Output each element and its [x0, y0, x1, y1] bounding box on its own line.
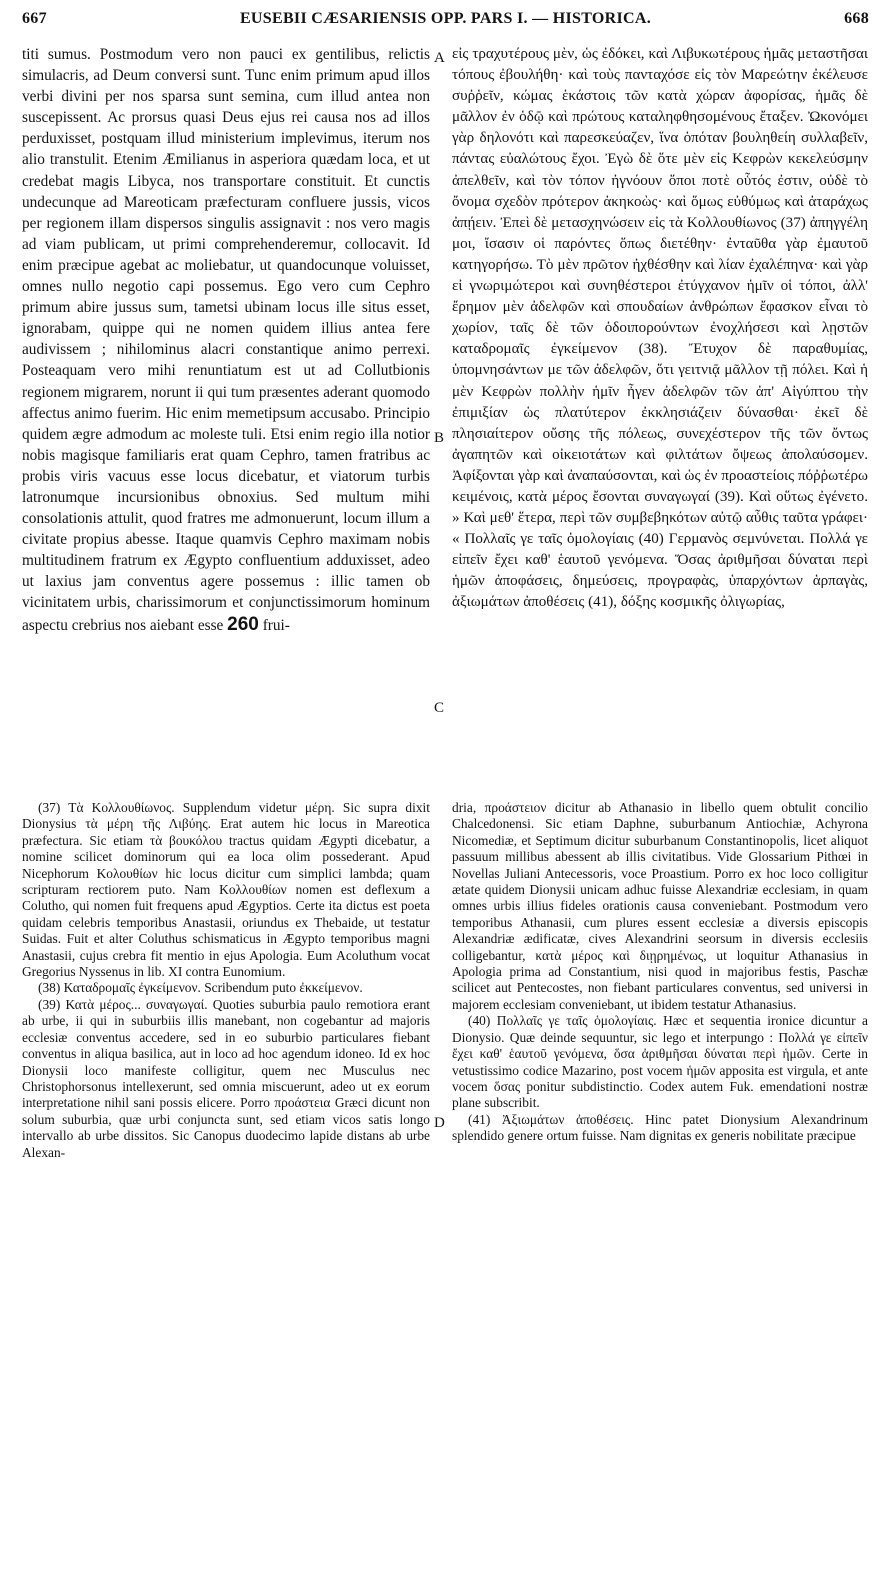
- footnotes-right-column: [452, 800, 868, 1145]
- footnotes-left-column: [22, 800, 430, 1161]
- page-number-left: 667: [22, 10, 47, 27]
- margin-letter-c: C: [434, 700, 445, 716]
- page-number-right: 668: [844, 10, 869, 27]
- page-header: [22, 10, 869, 36]
- greek-text-column: [452, 44, 868, 614]
- latin-text-before: titi sumus. Postmodum vero non pauci ex gentilibus, relictis simulacris, ad Deum conversi sunt. Tunc enim primum apud illos verbi divini per nos sparsa sunt semina, cum illud antea non suscepissent. Ac prorsus quasi Deus ejus rei causa nos ad illos perduxisset, postquam illud ministerium implevimus, iterum nos alio transtulit. Etenim Æmilianus in asperiora quædam loca, et ut credebat magis Libyca, nos transportare constituit. Et cunctis undecunque ad Mareoticam præfecturam confluere jussis, vicos per regionem illam dispersos singulis assignavit : nos vero magis ad viam publicam, ut primi comprehenderemur, collocavit. Id enim præcipue agebat ac moliebatur, ut quandocunque voluisset, omnes nullo negotio capi possemus. Ego vero cum Cephro primum abire jussus sum, tametsi ubinam locus ille situs esset, ignorabam, quippe qui ne nomen quidem illius antea fere audivissem ; nihilominus alacri constantique animo perrexi. Posteaquam vero mihi renuntiatum est ut ad Collutbionis regionem migrarem, norunt ii qui tum præsentes aderant quomodo affectus animo fuerim. Hic enim memetipsum accusabo. Principio quidem ægre admodum ac moleste tuli. Etsi enim regio illa notior nobis magisque familiaris erat quam Cephro, tamen fratribus ac probis viris vacuus esse locus dicebatur, et viatorum turbis latronumque incursionibus obnoxius. Sed multum mihi consolationis attulit, quod fratres me admonuerunt, locum illum a civitate propius abesse. Itaque quamvis Cephro maximam nobis multitudinem fratrum ex Ægypto confluentium adduxisset, adeo ut laxius jam conventus agere possemus : illic tamen ob vicinitatem urbis, charissimorum et conjunctissimorum hominum aspectu crebrius nos aiebant esse: [22, 46, 430, 634]
- page-marker: 260: [227, 613, 259, 635]
- footnote-41: (41) Ἀξιωμάτων ἀποθέσεις. Hinc patet Dionysium Alexandrinum splendido genere ortum fuisse. Nam dignitas ex generis nobilitate præcipue: [452, 1111, 868, 1144]
- latin-paragraph: [22, 44, 430, 636]
- footnote-40: (40) Πολλαῖς γε ταῖς ὁμολογίαις. Hæc et sequentia ironice dicuntur a Dionysio. Quæ deinde sequuntur, sic lego et interpungo : Πολλά γε εἰπεῖν ἔχει καθ' ἑαυτοῦ γενόμενα, ὅσα ἀριθμῆσαι δύναται περὶ ἡμῶν. Certe in vetustissimo codice Mazarino, post vocem ἡμῶν apposita est virgula, et ante vocem ὅσας ponitur subdistinctio. Codex autem Fuk. emendationi nostræ plane subscribit.: [452, 1013, 868, 1111]
- footnote-37: (37) Τὰ Κολλουθίωνος. Supplendum videtur μέρη. Sic supra dixit Dionysius τὰ μέρη τῆς Λιβύης. Erat autem hic locus in Mareotica præfectura. Sic etiam τὰ βουκόλου tractus quidam Ægypti dicebatur, a nomine scilicet dominorum qui ea loca olim possederant. Apud Nicephorum Κολουθίων hic locus dicitur cum simplici lambda; quam scripturam rectiorem puto. Nam Κολλουθίων nomen est deflexum a Coluthо, qui nomen fuit frequens apud Ægyptios. Certe ita dictus est poeta quidam celebris temporibus Anastasii, oriundus ex Thebaide, ut testatur Suidas. Fuit et alter Coluthus schismaticus in Ægypto temporibus magni Anastasii, cujus crebra fit mentio in ejus Apologia. Eum Acoluthum vocat Gregorius Nyssenus in lib. XI contra Eunomium.: [22, 800, 430, 980]
- footnote-38: (38) Καταδρομαῖς ἐγκείμενον. Scribendum puto ἐκκείμενον.: [38, 980, 363, 996]
- running-title: EUSEBII CÆSARIENSIS OPP. PARS I. — HISTORICA.: [239, 10, 652, 27]
- margin-letter-d: D: [434, 1115, 445, 1131]
- margin-letter-b: B: [434, 430, 445, 446]
- latin-text-after: frui-: [262, 616, 290, 634]
- footnote-39: (39) Κατὰ μέρος... συναγωγαί. Quoties suburbia paulo remotiora erant ab urbe, ii qui in suburbiis illis manebant, non cogebantur ad majoris ecclesiæ conventus accedere, sed in eo suburbio particulares fiebant conventus in aliqua basilica, aut in loco ad hoc agendum idoneo. Id ex hoc Dionysii loco manifeste colligitur, quem nec Musculus nec Christophorsonus intellexerunt, sed omnia miscuerunt, adeo ut ex eorum interpretatione nihil sani possis elicere. Porro προάστεια Græci dicunt non solum suburbia, quæ urbi conjuncta sunt, sed etiam vicos satis longo intervallo ab urbe dissitos. Sic Canopus duodecimo lapide distans ab urbe Alexan-: [22, 996, 430, 1160]
- margin-letter-a: A: [434, 50, 445, 66]
- footnote-39-continued: dria, προάστειον dicitur ab Athanasio in libello quem obtulit concilio Chalcedonensi. Sic etiam Daphne, suburbanum Antiochiæ, Achyrona Nicomediæ, et Septimum dicitur suburbanum Constantinopolis, licet aliquot passuum millibus abessent ab illis civitatibus. Vide Glossarium Pithœi in Novellas Juliani Antecessoris, voce Proastium. Porro ex hoc loco colligitur ætate quidem Dionysii unicam adhuc fuisse Alexandriæ ecclesiam, in quam omnes urbis illius fideles orationis causa conveniebant. Postmodum vero temporibus Athanasii, cum plures essent ecclesiæ a diversis episcopis Alexandriæ ædificatæ, cives Alexandrini seorsum in diversis ecclesiis colligebantur, κατὰ μέρος καὶ διῃρημένως, ut loquitur Athanasius in Apologia prima ad Constantium, nisi quod in majoribus festis, Paschæ scilicet aut Pentecostes, non fiebant particulares conventus, sed universi in majorem ecclesiam conveniebant, ut ibidem testatur Athanasius.: [452, 800, 868, 1012]
- latin-translation-column: [22, 44, 430, 636]
- greek-paragraph: εἰς τραχυτέρους μὲν, ὡς ἐδόκει, καὶ Λιβυκωτέρους ἡμᾶς μεταστῆσαι τόπους ἐβουλήθη· καὶ τοὺς πανταχόσε εἰς τὸν Μαρεώτην ἐκέλευσε συῤῥεῖν, κώμας ἑκάστοις τῶν κατὰ χώραν ἀφορίσας, ἡμᾶς δὲ μᾶλλον ἐν ὁδῷ καὶ πρώτους καταληφθησομένους ἔταξεν. Ὠκονόμει γὰρ δηλονότι καὶ παρεσκεύαζεν, ἵνα ὁπόταν βουληθείη συλλαβεῖν, πάντας εὐαλώτους ἔχοι. Ἐγὼ δὲ ὅτε μὲν εἰς Κεφρὼν κεκελεύσμην ἀπελθεῖν, καὶ τὸν τόπον ἠγνόουν ὅποι ποτὲ οὗτός ἐστιν, οὐδὲ τὸ ὄνομα σχεδὸν πρότερον ἀκηκοὼς· καὶ ὅμως εὐθύμως καὶ ἀταράχως ἀπῄειν. Ἐπεὶ δὲ μετασχηνώσειν εἰς τὰ Κολλουθίωνος (37) ἀπηγγέλη μοι, ἴσασιν οἱ παρόντες ὅπως διετέθην· ἐνταῦθα γὰρ ἐμαυτοῦ κατηγορήσω. Τὸ μὲν πρῶτον ἠχθέσθην καὶ λίαν ἐχαλέπηνα· καὶ γὰρ εἰ γνωριμώτεροι καὶ συνηθέστεροι ἐτύγχανον ἡμῖν οἱ τόποι, ἀλλ' ἔρημον μὲν ἀδελφῶν καὶ σπουδαίων ἀνθρώπων ἔφασκον εἶναι τὸ χωρίον, ταῖς δὲ τῶν ὁδοιπορούντων ἐνοχλήσεσι καὶ λῃστῶν καταδρομαῖς ἐγκείμενον (38). Ἔτυχον δὲ παραθυμίας, ὑπομνησάντων με τῶν ἀδελφῶν, ὅτι γειτνιᾷ μᾶλλον τῇ πόλει. Καὶ ἡ μὲν Κεφρὼν πολλὴν ἡμῖν ἦγεν ἀδελφῶν τῶν ἀπ' Αἰγύπτου τὴν ἐπιμιξίαν ὡς πλατύτερον ἐκκλησιάζειν δύνασθαι· ἐκεῖ δὲ πλησιαίτερον οὔσης τῆς πόλεως, συνεχέστερον τῆς τῶν ὄντως ἀγαπητῶν καὶ οἰκειοτάτων καὶ φιλτάτων ὄψεως ἀπολαύσομεν. Ἀφίξονται γὰρ καὶ ἀναπαύσονται, καὶ ὡς ἐν προαστείοις πόῤῥωτέρω κειμένοις, κατὰ μέρος ἔσονται συναγωγαί (39). Καὶ οὕτως ἐγένετο. » Καὶ μεθ' ἕτερα, περὶ τῶν συμβεβηκότων αὐτῷ αὖθις ταῦτα γράφει· « Πολλαῖς γε ταῖς ὁμολογίαις (40) Γερμανὸς σεμνύνεται. Πολλά γε εἰπεῖν ἔχει καθ' ἑαυτοῦ γενόμενα. Ὅσας ἀριθμῆσαι δύναται περὶ ἡμῶν ἀποφάσεις, δημεύσεις, προγραφὰς, ὑπαρχόντων ἁρπαγὰς, ἀξιωμάτων ἀποθέσεις (41), δόξης κοσμικῆς ὀλιγωρίας,: [452, 46, 868, 611]
